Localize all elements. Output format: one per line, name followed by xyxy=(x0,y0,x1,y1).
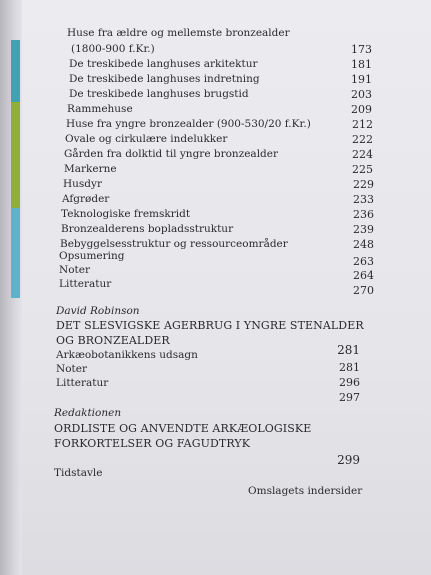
toc-entry-title: Bebyggelsesstruktur og ressourceområder xyxy=(60,238,288,250)
toc-entry-page: 224 xyxy=(352,148,373,161)
cover-stripe-blue xyxy=(11,208,20,298)
toc-entry-title: De treskibede langhuses indretning xyxy=(69,73,260,85)
toc-entry-page: 209 xyxy=(351,103,372,116)
section-heading: OG BRONZEALDER xyxy=(56,334,170,347)
cover-stripe-teal xyxy=(11,40,20,102)
toc-entry-title: Noter xyxy=(56,363,87,375)
cover-stripe-green xyxy=(11,102,20,208)
section-author: Redaktionen xyxy=(54,407,122,419)
toc-entry-title: Arkæobotanikkens udsagn xyxy=(56,349,198,361)
toc-entry-page: 264 xyxy=(353,269,374,282)
section-heading-page: 281 xyxy=(337,343,360,357)
toc-entry-page: 191 xyxy=(351,73,372,86)
toc-entry-title: Teknologiske fremskridt xyxy=(61,208,191,220)
book-cover-edge xyxy=(0,0,22,575)
toc-entry-title: Ovale og cirkulære indelukker xyxy=(65,133,228,145)
toc-entry-title: Omslagets indersider xyxy=(248,485,363,497)
toc-entry-page: 233 xyxy=(353,193,374,206)
toc-entry-title: Litteratur xyxy=(56,377,109,389)
toc-entry-page: 281 xyxy=(339,361,360,374)
section-heading: DET SLESVIGSKE AGERBRUG I YNGRE STENALDER xyxy=(56,319,364,332)
section-heading: ORDLISTE OG ANVENDTE ARKÆOLOGISKE xyxy=(54,422,312,435)
toc-entry-title: Opsumering xyxy=(59,250,125,262)
book-page xyxy=(22,0,431,575)
toc-entry-title: Tidstavle xyxy=(54,467,103,479)
toc-entry-page: 297 xyxy=(339,391,360,404)
toc-entry-title: De treskibede langhuses arkitektur xyxy=(69,58,258,70)
toc-entry-title: De treskibede langhuses brugstid xyxy=(69,88,249,100)
toc-entry-page: 229 xyxy=(353,178,374,191)
toc-entry-page: 225 xyxy=(352,163,373,176)
toc-entry-page: 248 xyxy=(353,238,374,251)
toc-entry-page: 181 xyxy=(351,58,372,71)
toc-entry-page: 203 xyxy=(351,88,372,101)
section-heading: FORKORTELSER OG FAGUDTRYK xyxy=(54,437,251,450)
toc-entry-title: Litteratur xyxy=(59,278,112,290)
toc-entry-page: 263 xyxy=(353,255,374,268)
toc-entry-title: Markerne xyxy=(64,163,117,175)
toc-entry-page: 222 xyxy=(352,133,373,146)
toc-entry-title: Noter xyxy=(59,264,90,276)
toc-entry-page: 296 xyxy=(339,376,360,389)
toc-entry-title: Gården fra dolktid til yngre bronzealder xyxy=(64,148,279,160)
toc-entry-title: Huse fra yngre bronzealder (900-530/20 f.Kr.) xyxy=(66,118,311,130)
toc-entry-title: Husdyr xyxy=(63,178,102,190)
toc-entry-title: Rammehuse xyxy=(67,103,133,115)
toc-entry-page: 212 xyxy=(352,118,373,131)
toc-entry-title: (1800-900 f.Kr.) xyxy=(71,43,155,55)
toc-entry-title: Bronzealderens bopladsstruktur xyxy=(61,223,234,235)
toc-entry-page: 239 xyxy=(353,223,374,236)
toc-entry-page: 236 xyxy=(353,208,374,221)
section-author: David Robinson xyxy=(56,305,140,317)
toc-entry-title: Huse fra ældre og mellemste bronzealder xyxy=(67,27,290,39)
toc-entry-page: 270 xyxy=(353,284,374,297)
toc-entry-title: Afgrøder xyxy=(62,193,110,205)
section-heading-page: 299 xyxy=(337,453,360,467)
toc-entry-page: 173 xyxy=(351,43,372,56)
